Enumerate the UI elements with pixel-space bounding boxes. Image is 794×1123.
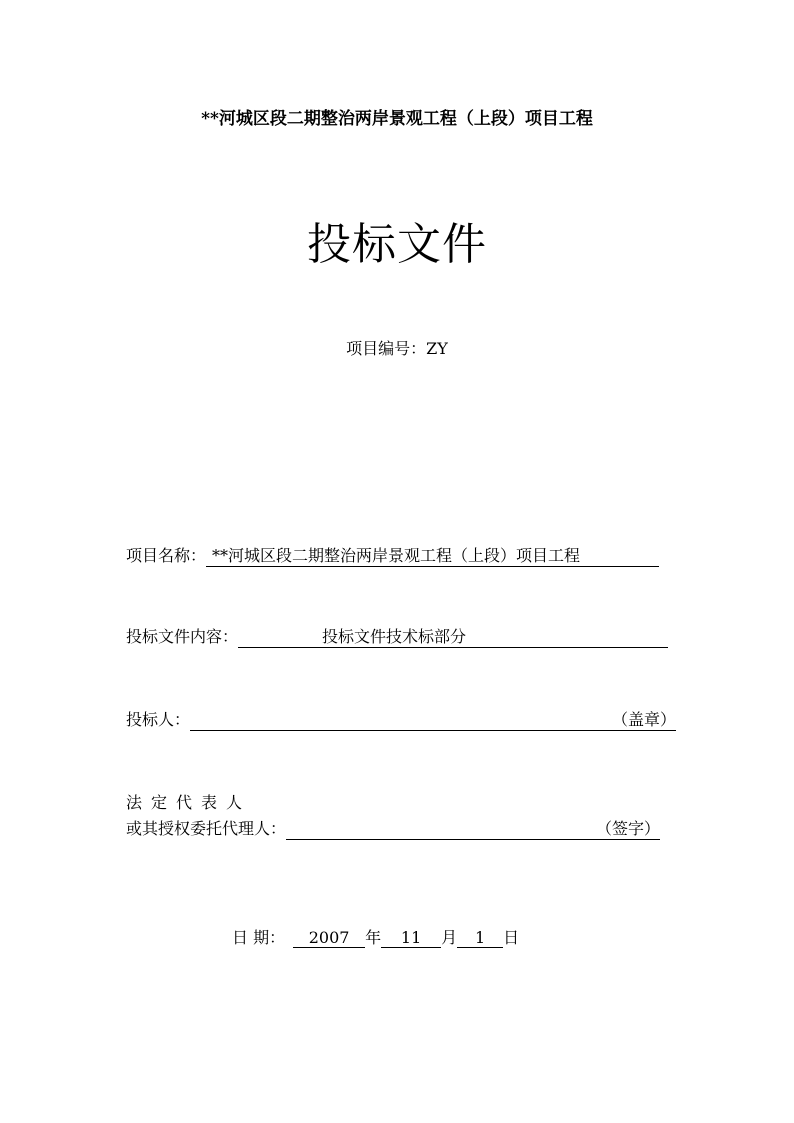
bid-content-label: 投标文件内容：: [126, 627, 239, 646]
legal-rep-sign-line: （签字）: [286, 816, 660, 840]
date-month-unit: 月: [441, 928, 458, 947]
date-row: [232, 925, 519, 948]
bidder-row: [126, 707, 676, 731]
header-project-title: **河城区段二期整治两岸景观工程（上段）项目工程: [201, 109, 593, 129]
legal-rep-row: [126, 816, 660, 840]
bid-content-row: [126, 624, 668, 648]
bid-content-value: 投标文件技术标部分: [238, 624, 668, 648]
date-year-unit: 年: [365, 928, 382, 947]
project-name-label: 项目名称：: [126, 546, 207, 565]
bidder-label: 投标人：: [126, 710, 191, 729]
project-number-value: ZY: [426, 339, 448, 358]
date-day: 1: [457, 928, 503, 948]
bidder-seal-line: （盖章）: [190, 707, 676, 731]
project-name-row: [126, 543, 659, 567]
project-number: [0, 336, 794, 359]
date-month: 11: [381, 928, 441, 948]
date-day-unit: 日: [503, 928, 520, 947]
date-year: 2007: [293, 928, 365, 948]
legal-rep-label-line2: 或其授权委托代理人：: [126, 819, 287, 838]
document-title: 投标文件: [307, 219, 487, 270]
legal-rep-label-line1: 法定代表人: [126, 793, 252, 812]
project-name-value: **河城区段二期整治两岸景观工程（上段）项目工程: [206, 543, 659, 567]
project-number-label: 项目编号：: [346, 339, 427, 358]
date-label: 日 期：: [232, 928, 286, 947]
